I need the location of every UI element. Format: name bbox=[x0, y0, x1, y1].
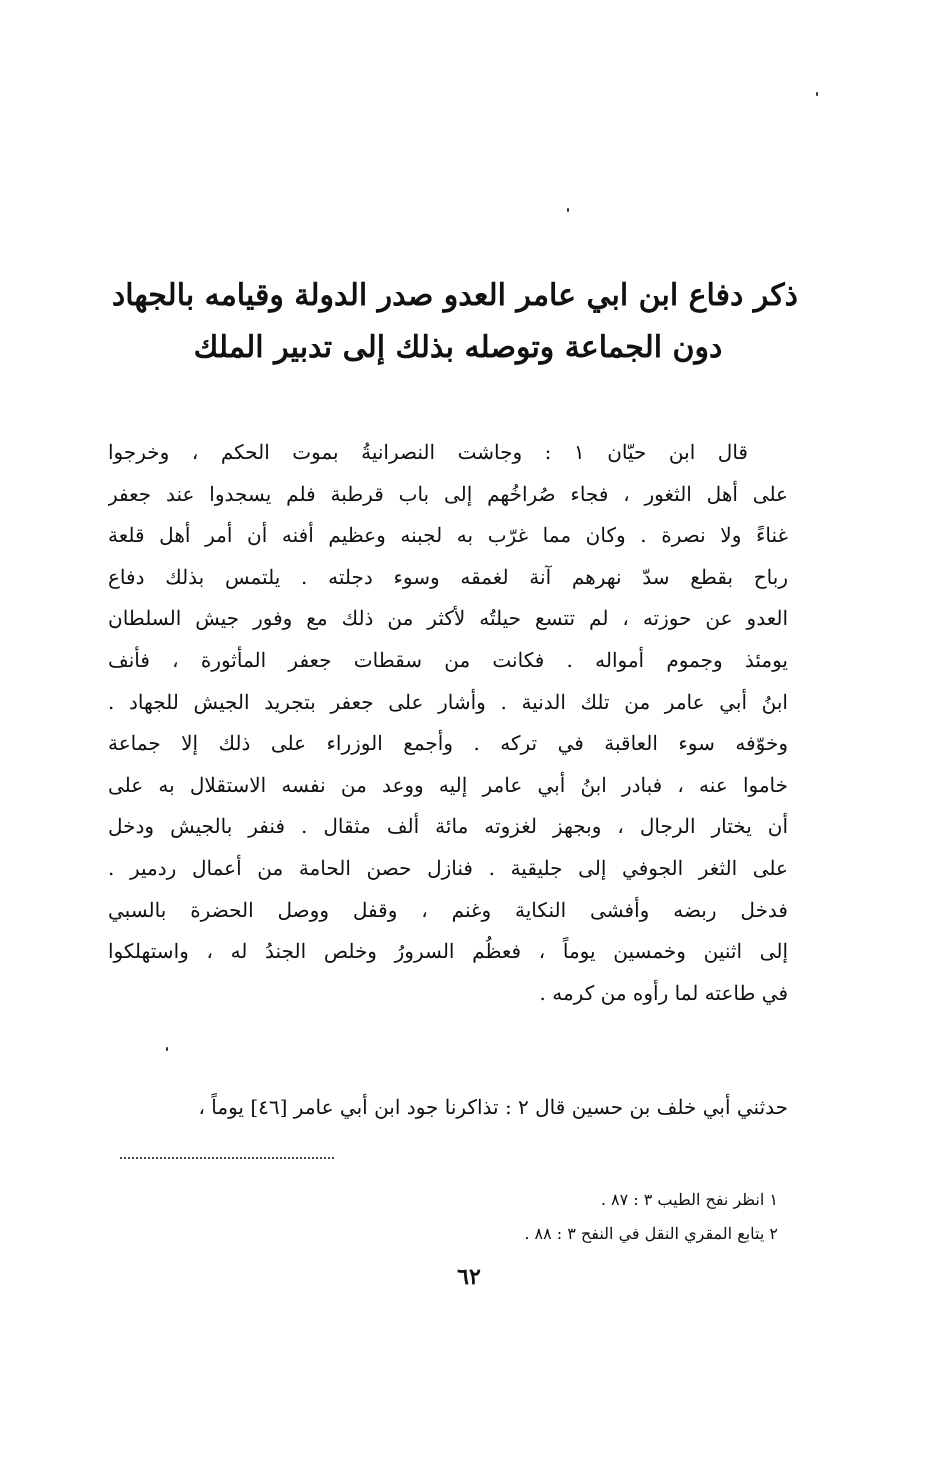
paragraph-line: يومئذ وجموم أمواله . فكانت من سقطات جعفر المأثورة ، فأنف bbox=[108, 647, 788, 672]
paragraph-line: على أهل الثغور ، فجاء صُراخُهم إلى باب قرطبة فلم يسجدوا عند جعفر bbox=[108, 481, 788, 506]
page-number: ٦٢ bbox=[457, 1264, 481, 1290]
chapter-heading bbox=[111, 270, 798, 374]
paragraph-line: العدو عن حوزته ، لم تتسع حيلتُه لأكثر من ذلك مع وفور جيش السلطان bbox=[108, 606, 788, 631]
paragraph-line: إلى اثنين وخمسين يوماً ، فعظُم السرورُ وخلص الجندُ له ، واستهلكوا bbox=[108, 939, 788, 964]
paragraph-line: خاموا عنه ، فبادر ابنُ أبي عامر إليه ووعد من نفسه الاستقلال به على bbox=[108, 772, 788, 797]
footnote-divider bbox=[120, 1157, 334, 1159]
footnote-1: ١ انظر نفح الطيب ٣ : ٨٧ . bbox=[600, 1190, 778, 1209]
heading-line-2: دون الجماعة وتوصله بذلك إلى تدبير الملك bbox=[193, 330, 723, 365]
next-paragraph: حدثني أبي خلف بن حسين قال ٢ : تذاكرنا جود ابن أبي عامر [٤٦] يوماً ، bbox=[198, 1095, 788, 1119]
paragraph-line: فدخل ربضه وأفشى النكاية وغنم ، وقفل ووصل الحضرة بالسبي bbox=[108, 897, 788, 922]
scan-speck bbox=[567, 208, 569, 212]
heading-line-1: ذكر دفاع ابن ابي عامر العدو صدر الدولة وقيامه بالجهاد bbox=[111, 278, 798, 313]
paragraph-line: أن يختار الرجال ، وبجهز لغزوته مائة ألف مثقال . فنفر بالجيش ودخل bbox=[108, 814, 788, 839]
scan-speck bbox=[816, 92, 818, 96]
footnote-2: ٢ يتابع المقري النقل في النفح ٣ : ٨٨ . bbox=[524, 1224, 778, 1243]
paragraph-line: قال ابن حيّان ١ : وجاشت النصرانيةُ بموت الحكم ، وخرجوا bbox=[108, 440, 748, 464]
footnotes bbox=[278, 1183, 778, 1251]
scan-speck bbox=[166, 1047, 168, 1051]
main-paragraph bbox=[108, 432, 788, 1014]
paragraph-line: رباح بقطع سدّ نهرهم آنة لغمقه وسوء دجلته . يلتمس بذلك دفاع bbox=[108, 564, 788, 589]
paragraph-line: ابنُ أبي عامر من تلك الدنية . وأشار على جعفر بتجريد الجيش للجهاد . bbox=[108, 689, 788, 714]
paragraph-line: على الثغر الجوفي إلى جليقية . فنازل حصن الحامة من أعمال ردمير . bbox=[108, 855, 788, 880]
paragraph-line: غناءً ولا نصرة . وكان مما غرّب به لجبنه وعظيم أفنه أن أمر أهل قلعة bbox=[108, 523, 788, 548]
paragraph-line: في طاعته لما رأوه من كرمه . bbox=[539, 980, 788, 1005]
paragraph-line: وخوّفه سوء العاقبة في تركه . وأجمع الوزراء على ذلك إلا جماعة bbox=[108, 731, 788, 756]
